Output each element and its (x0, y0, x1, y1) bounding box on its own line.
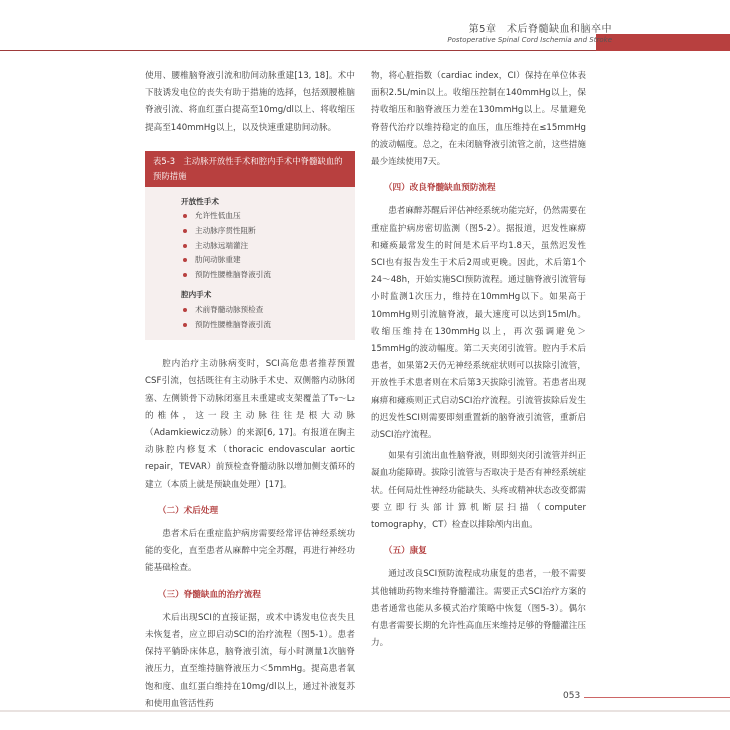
paragraph: 患者术后在重症监护病房需要经常评估神经系统功能的变化，直至患者从麻醉中完全苏醒，再进行神经功能基础检查。 (145, 528, 355, 574)
page-number: 053 (563, 691, 581, 701)
paragraph: 使用、腰椎脑脊液引流和肋间动脉重建[13, 18]。术中下肢诱发电位的丧失有助于措施的选择，包括颈腰椎脑脊液引流、将血红蛋白提高至10mg/dl以上、将收缩压提高至140mmHg以上，以及快速重建肋间动脉。 (145, 71, 355, 133)
header-accent-tab (596, 34, 730, 51)
chapter-title: 第5章 术后脊髓缺血和脑卒中 (468, 24, 612, 35)
section-heading: （三）脊髓缺血的治疗流程 (157, 589, 262, 600)
list-item: 主动脉序贯性阻断 (181, 224, 345, 239)
table-list-endo (181, 303, 345, 332)
table-title: 表5-3 主动脉开放性手术和腔内手术中脊髓缺血的预防措施 (145, 151, 355, 187)
list-item: 术前脊髓动脉预检查 (181, 303, 345, 318)
paragraph: 术后出现SCI的直接证据，或术中诱发电位丧失且未恢复者，应立即启动SCI的治疗流程（图5-1）。患者保持平躺卧床体息，脑脊液引流，每小时测量1次脑脊液压力，直至维持脑脊液压力＜5mmHg。提高患者氧饱和度、血红蛋白维持在10mg/dl以上，通过补液复苏和使用血管活性药 (145, 612, 355, 709)
list-item: 预防性腰椎脑脊液引流 (181, 318, 345, 333)
page-edge (0, 710, 730, 712)
chapter-title-english: Postoperative Spinal Cord Ischemia and Stroke (447, 36, 612, 44)
paragraph: 腔内治疗主动脉病变时，SCI高危患者推荐预置CSF引流，包括既往有主动脉手术史、双侧髂内动脉闭塞、左侧锁骨下动脉闭塞且未重建或支架覆盖了T₉～L₂的椎体，这一段主动脉往往是根大动脉（Adamkiewicz动脉）的来源[6, 17]。有报道在胸主动脉腔内修复术（thoracic endovascular aortic repair，TEVAR）前预检查脊髓动脉以增加侧支循环的建立（本质上就是预缺血处理）[17]。 (145, 359, 355, 490)
list-item: 允许性低血压 (181, 209, 345, 224)
section-heading: （二）术后处理 (157, 505, 219, 516)
paragraph: 物，将心脏指数（cardiac index，CI）保持在单位体表面积2.5L/min以上。收缩压控制在140mmHg以上，保持收缩压和脑脊液压力差在130mmHg以上。尽量避免脊替代治疗以维持稳定的血压，血压维持在≤15mmHg的波动幅度。总之，在未闭脑脊液引流管之前，这些措施最少连续使用7天。 (371, 71, 586, 168)
list-item: 预防性腰椎脑脊液引流 (181, 268, 345, 283)
table-group-endovascular: 腔内手术 (181, 290, 212, 300)
section-heading: （四）改良脊髓缺血预防流程 (383, 183, 496, 194)
paragraph: 患者麻醉苏醒后评估神经系统功能完好，仍然需要在重症监护病房密切监测（图5-2）。据报道，迟发性麻痹和瘫痪最常发生的时间是术后平均1.8天，虽然迟发性SCI也有报告发生于术后2周或更晚。因此，术后第1个24～48h，开始实施SCI预防流程。通过脑脊液引流管每小时监测1次压力，维持在10mmHg以下。如果高于10mmHg则引流脑脊液，最大速度可以达到15ml/h。收缩压维持在130mmHg以上，再次强调避免＞15mmHg的波动幅度。第二天夹闭引流管。腔内手术后患者，如果第2天仍无神经系统症状则可以拔除引流管，开放性手术患者则在术后第3天拔除引流管。若患者出现麻痹和瘫痪则正式启动SCI治疗流程。引流管拔除后发生的迟发性SCI则需要即刻重置新的脑脊液引流管，重新启动SCI治疗流程。 (371, 206, 586, 441)
list-item: 肋间动脉重建 (181, 253, 345, 268)
table-group-open-surgery: 开放性手术 (181, 196, 219, 206)
table-5-3 (145, 151, 355, 340)
footer-rule (584, 697, 730, 698)
table-list-open (181, 209, 345, 282)
table-body (145, 187, 355, 340)
paragraph: 如果有引流出血性脑脊液，则即刻夹闭引流管并纠正凝血功能障碍。拔除引流管与否取决于是否有神经系统症状。任何局灶性神经功能缺失、头疼或精神状态改变都需要立即行头部计算机断层扫描（computer tomography，CT）检查以排除颅内出血。 (371, 451, 586, 531)
paragraph: 通过改良SCI预防流程成功康复的患者，一般不需要其他辅助药物来维持脊髓灌注。需要正式SCI治疗方案的患者通常也能从多模式治疗策略中恢复（图5-3）。偶尔有患者需要长期的允许性高血压来维持足够的脊髓灌注压力。 (371, 569, 586, 649)
list-item: 主动脉远端灌注 (181, 239, 345, 254)
section-heading: （五）康复 (383, 546, 427, 557)
right-column (371, 68, 586, 653)
left-column (145, 68, 355, 713)
